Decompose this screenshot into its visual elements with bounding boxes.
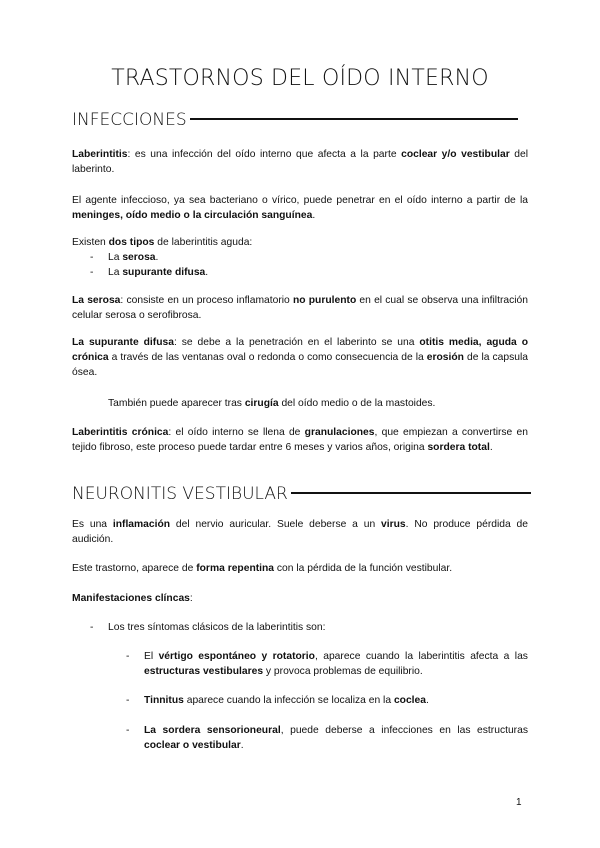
- list-item-serosa: La serosa.: [108, 252, 159, 263]
- list-bullet: -: [90, 252, 94, 263]
- sub-item-vertigo: El vértigo espontáneo y rotatorio, aparece cuando la laberintitis afecta a las estructuras vestibulares y provoca problemas de equilibrio.: [144, 651, 528, 677]
- paragraph-agente-infeccioso: El agente infeccioso, ya sea bacteriano o vírico, puede penetrar en el oído interno a partir de la meninges, oído medio o la circulación sanguínea.: [72, 195, 528, 221]
- sub-item-sordera: La sordera sensorioneural, puede deberse a infecciones en las estructuras coclear o vestibular.: [144, 725, 528, 751]
- paragraph-trastorno: Este trastorno, aparece de forma repentina con la pérdida de la función vestibular.: [72, 563, 453, 574]
- heading-rule: [190, 118, 518, 120]
- heading-rule: [291, 492, 531, 494]
- list-bullet: -: [90, 622, 94, 633]
- paragraph-inflamacion: Es una inflamación del nervio auricular. Suele deberse a un virus. No produce pérdida de audición.: [72, 519, 528, 545]
- section-heading-infecciones: [72, 110, 518, 130]
- section-heading-neuronitis: [72, 484, 531, 504]
- page-number: 1: [516, 797, 522, 808]
- sub-item-tinnitus: Tinnitus aparece cuando la infección se localiza en la coclea.: [144, 695, 429, 706]
- list-bullet: -: [126, 651, 130, 662]
- paragraph-laberintitis: Laberintitis: es una infección del oído interno que afecta a la parte coclear y/o vestibular del laberinto.: [72, 149, 529, 175]
- page-title: TRASTORNOS DEL OÍDO INTERNO: [111, 66, 489, 91]
- section-heading-text: INFECCIONES: [72, 110, 187, 130]
- paragraph-serosa: La serosa: consiste en un proceso inflamatorio no purulento en el cual se observa una infiltración celular serosa o serofibrosa.: [72, 295, 528, 321]
- section-heading-text: NEURONITIS VESTIBULAR: [72, 484, 288, 504]
- paragraph-manifestaciones: Manifestaciones clíncas:: [72, 593, 193, 604]
- list-bullet: -: [126, 725, 130, 736]
- paragraph-cronica: Laberintitis crónica: el oído interno se llena de granulaciones, que empiezan a convertirse en tejido fibroso, este proceso puede tardar entre 6 meses y varios años, origina sordera total.: [72, 427, 528, 453]
- list-bullet: -: [90, 267, 94, 278]
- list-bullet: -: [126, 695, 130, 706]
- list-item-supurante: La supurante difusa.: [108, 267, 209, 278]
- paragraph-cirugia: También puede aparecer tras cirugía del oído medio o de la mastoides.: [108, 398, 436, 409]
- paragraph-tipos: Existen dos tipos de laberintitis aguda:: [72, 237, 253, 248]
- list-item-sintomas: Los tres síntomas clásicos de la laberintitis son:: [108, 622, 326, 633]
- paragraph-supurante: La supurante difusa: se debe a la penetración en el laberinto se una otitis media, aguda o crónica a través de las ventanas oval o redonda o como consecuencia de la erosión de la capsula ósea.: [72, 337, 528, 378]
